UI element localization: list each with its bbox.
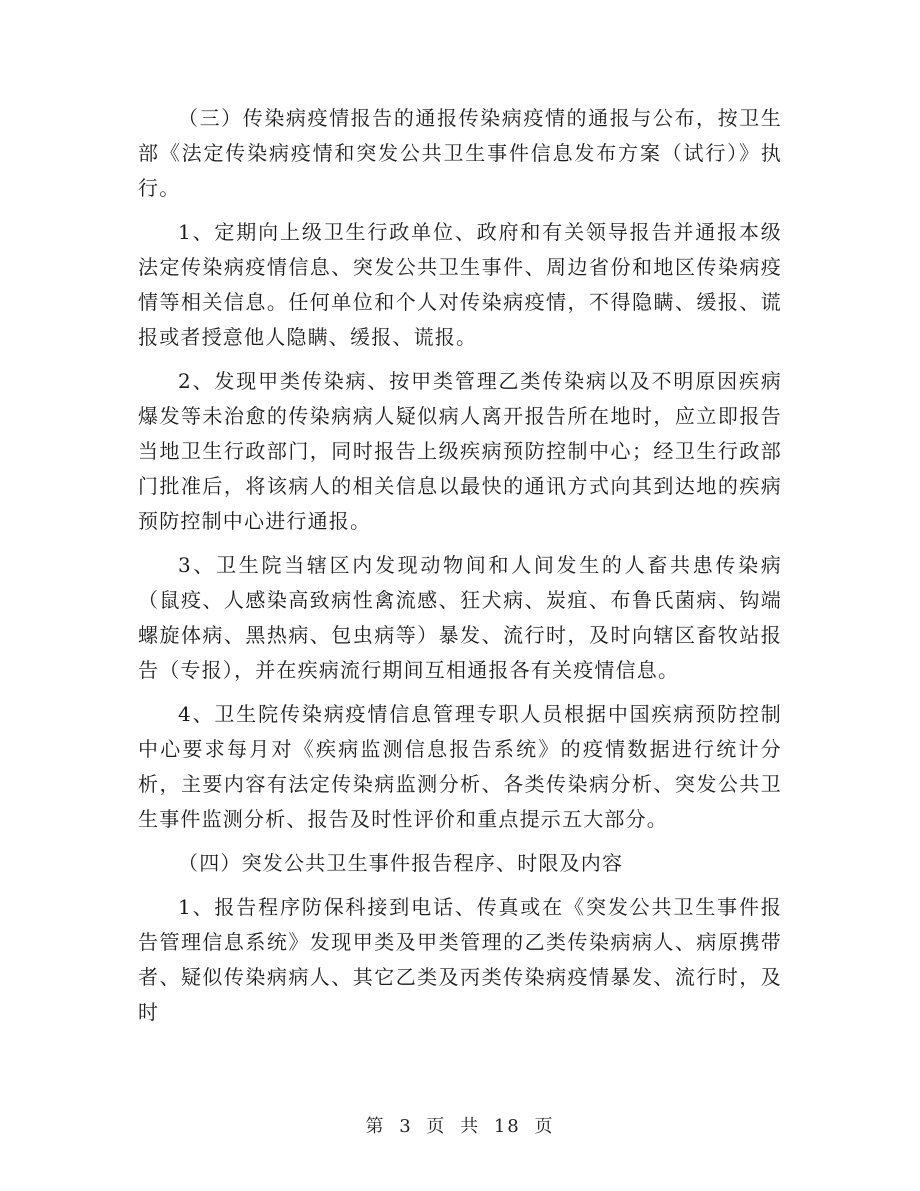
paragraph-section-4-item-1: 1、报告程序防保科接到电话、传真或在《突发公共卫生事件报告管理信息系统》发现甲类及甲类管理的乙类传染病病人、病原携带者、疑似传染病病人、其它乙类及丙类传染病疫情暴发、流行时，及时 [138,895,782,1024]
paragraph-section-4-heading: （四）突发公共卫生事件报告程序、时限及内容 [178,851,624,875]
paragraph-item-3: 3、卫生院当辖区内发现动物间和人间发生的人畜共患传染病（鼠疫、人感染高致病性禽流感、狂犬病、炭疽、布鲁氏菌病、钩端螺旋体病、黑热病、包虫病等）暴发、流行时，及时向辖区畜牧站报告（专报），并在疾病流行期间互相通报各有关疫情信息。 [138,553,782,682]
paragraph-item-1: 1、定期向上级卫生行政单位、政府和有关领导报告并通报本级法定传染病疫情信息、突发公共卫生事件、周边省份和地区传染病疫情等相关信息。任何单位和个人对传染病疫情，不得隐瞒、缓报、谎报或者授意他人隐瞒、缓报、谎报。 [138,220,782,349]
paragraph-item-4: 4、卫生院传染病疫情信息管理专职人员根据中国疾病预防控制中心要求每月对《疾病监测信息报告系统》的疫情数据进行统计分析，主要内容有法定传染病监测分析、各类传染病分析、突发公共卫生事件监测分析、报告及时性评价和重点提示五大部分。 [138,702,782,831]
page-number-footer: 第 3 页 共 18 页 [365,1116,555,1137]
paragraph-section-3-heading: （三）传染病疫情报告的通报传染病疫情的通报与公布，按卫生部《法定传染病疫情和突发公共卫生事件信息发布方案（试行）》执行。 [138,106,782,200]
document-body [138,101,782,1030]
paragraph-item-2: 2、发现甲类传染病、按甲类管理乙类传染病以及不明原因疾病爆发等未治愈的传染病病人疑似病人离开报告所在地时，应立即报告当地卫生行政部门，同时报告上级疾病预防控制中心；经卫生行政部门批准后，将该病人的相关信息以最快的通讯方式向其到达地的疾病预防控制中心进行通报。 [138,369,782,533]
